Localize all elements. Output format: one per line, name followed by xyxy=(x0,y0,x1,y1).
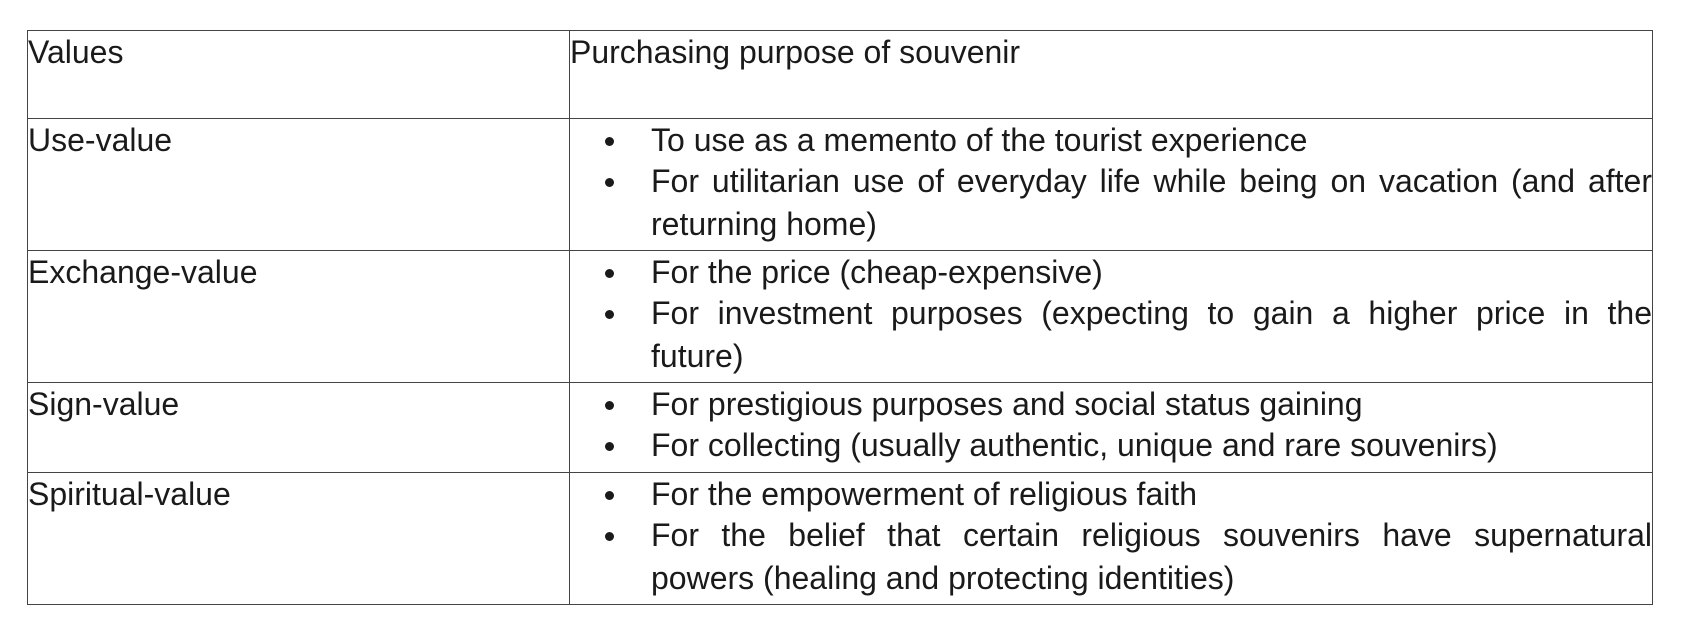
header-values: Values xyxy=(28,31,570,119)
value-name-cell: Sign-value xyxy=(28,383,570,473)
purpose-list xyxy=(570,251,1652,378)
value-name-cell: Spiritual-value xyxy=(28,473,570,605)
purpose-list xyxy=(570,473,1652,600)
purposes-cell xyxy=(570,383,1653,473)
table-header-row xyxy=(28,31,1653,119)
souvenir-values-table xyxy=(27,30,1653,605)
value-name-cell: Use-value xyxy=(28,119,570,251)
table-row-use-value xyxy=(28,119,1653,251)
purpose-list xyxy=(570,383,1652,467)
purposes-cell xyxy=(570,119,1653,251)
header-purchasing-purpose: Purchasing purpose of souvenir xyxy=(570,31,1653,119)
purpose-item: To use as a memento of the tourist experience xyxy=(570,119,1652,162)
purpose-item: For the belief that certain religious souvenirs have supernatural powers (healing and protecting identities) xyxy=(570,514,1652,600)
purpose-item: For the empowerment of religious faith xyxy=(570,473,1652,516)
purposes-cell xyxy=(570,251,1653,383)
purpose-item: For prestigious purposes and social status gaining xyxy=(570,383,1652,426)
purpose-item: For the price (cheap-expensive) xyxy=(570,251,1652,294)
table-row-exchange-value xyxy=(28,251,1653,383)
purpose-item: For investment purposes (expecting to gain a higher price in the future) xyxy=(570,292,1652,378)
purpose-list xyxy=(570,119,1652,246)
table-row-sign-value xyxy=(28,383,1653,473)
purpose-item: For utilitarian use of everyday life while being on vacation (and after returning home) xyxy=(570,160,1652,246)
purpose-item: For collecting (usually authentic, unique and rare souvenirs) xyxy=(570,424,1652,467)
table-row-spiritual-value xyxy=(28,473,1653,605)
purposes-cell xyxy=(570,473,1653,605)
value-name-cell: Exchange-value xyxy=(28,251,570,383)
